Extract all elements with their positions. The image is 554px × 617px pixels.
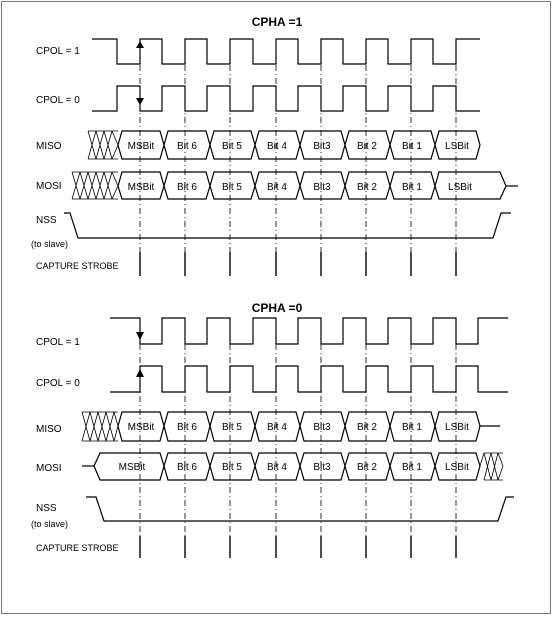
top-mosi-bit-6: Bit 1 <box>401 182 423 193</box>
bottom-miso-bit-6: Bit 1 <box>401 422 423 433</box>
bottom-strobe-label: CAPTURE STROBE <box>36 543 119 553</box>
top-mosi-bit-1: Bit 6 <box>176 182 198 193</box>
bottom-nss-line <box>86 497 514 521</box>
top-miso-bit-5: Bit 2 <box>356 141 378 152</box>
bottom-nss-sub-label: (to slave) <box>31 519 69 529</box>
bottom-mosi-bit-2: Bit 5 <box>221 462 243 473</box>
bottom-miso-bit-0: MSBit <box>127 422 155 433</box>
top-title: CPHA =1 <box>251 15 303 29</box>
top-miso-bit-1: Bit 6 <box>176 141 198 152</box>
bottom-cpol1-label: CPOL = 1 <box>36 337 80 348</box>
top-miso-bit-4: Bit3 <box>313 141 331 152</box>
bottom-mosi-label: MOSI <box>36 463 62 474</box>
bottom-capture-strobes <box>140 536 456 558</box>
bottom-miso-bit-2: Bit 5 <box>221 422 243 433</box>
bottom-mosi-bit-7: LSBit <box>445 462 469 473</box>
bottom-miso-bit-3: Bit 4 <box>266 422 288 433</box>
top-miso-bit-0: MSBit <box>127 141 155 152</box>
top-nss-label: NSS <box>36 215 57 226</box>
bottom-mosi-bit-1: Bit 6 <box>176 462 198 473</box>
top-mosi-bit-3: Bit 4 <box>266 182 288 193</box>
top-cpol1-clock <box>92 39 480 64</box>
top-strobe-label: CAPTURE STROBE <box>36 261 119 271</box>
top-miso-label: MISO <box>36 141 62 152</box>
bottom-cpol1-clock <box>110 318 508 344</box>
bottom-mosi-bit-5: Bit 2 <box>356 462 378 473</box>
top-miso-bit-6: Bit 1 <box>401 141 423 152</box>
bottom-mosi-bit-0: MSBit <box>118 462 146 473</box>
bottom-title: CPHA =0 <box>251 301 303 315</box>
bottom-miso-bit-1: Bit 6 <box>176 422 198 433</box>
top-capture-strobes <box>140 252 456 276</box>
top-mosi-bit-2: Bit 5 <box>221 182 243 193</box>
bottom-cpol0-label: CPOL = 0 <box>36 378 80 389</box>
bottom-miso-bit-4: Bit3 <box>313 422 331 433</box>
top-mosi-label: MOSI <box>36 181 62 192</box>
top-cpol0-clock <box>92 86 480 111</box>
top-cpol0-label: CPOL = 0 <box>36 95 80 106</box>
top-mosi-bit-7: LSBit <box>448 182 472 193</box>
top-miso-bit-3: Bit 4 <box>266 141 288 152</box>
bottom-mosi-bit-4: Bit3 <box>313 462 331 473</box>
top-cpol1-label: CPOL = 1 <box>36 46 80 57</box>
bottom-mosi-bit-3: Bit 4 <box>266 462 288 473</box>
bottom-nss-label: NSS <box>36 503 57 514</box>
top-miso-bit-2: Bit 5 <box>221 141 243 152</box>
bottom-miso-bit-7: LSBit <box>445 422 469 433</box>
top-nss-sub-label: (to slave) <box>31 239 69 249</box>
bottom-miso-label: MISO <box>36 424 62 435</box>
bottom-miso-bit-5: Bit 2 <box>356 422 378 433</box>
bottom-mosi-bit-6: Bit 1 <box>401 462 423 473</box>
top-mosi-bit-0: MSBit <box>127 182 155 193</box>
top-mosi-bit-4: Bit3 <box>313 182 331 193</box>
top-mosi-bit-5: Bit 2 <box>356 182 378 193</box>
bottom-mosi-bit-labels <box>119 462 470 473</box>
top-nss-line <box>64 213 511 238</box>
bottom-cpol0-clock <box>110 366 508 392</box>
top-miso-bit-7: LSBit <box>445 141 469 152</box>
